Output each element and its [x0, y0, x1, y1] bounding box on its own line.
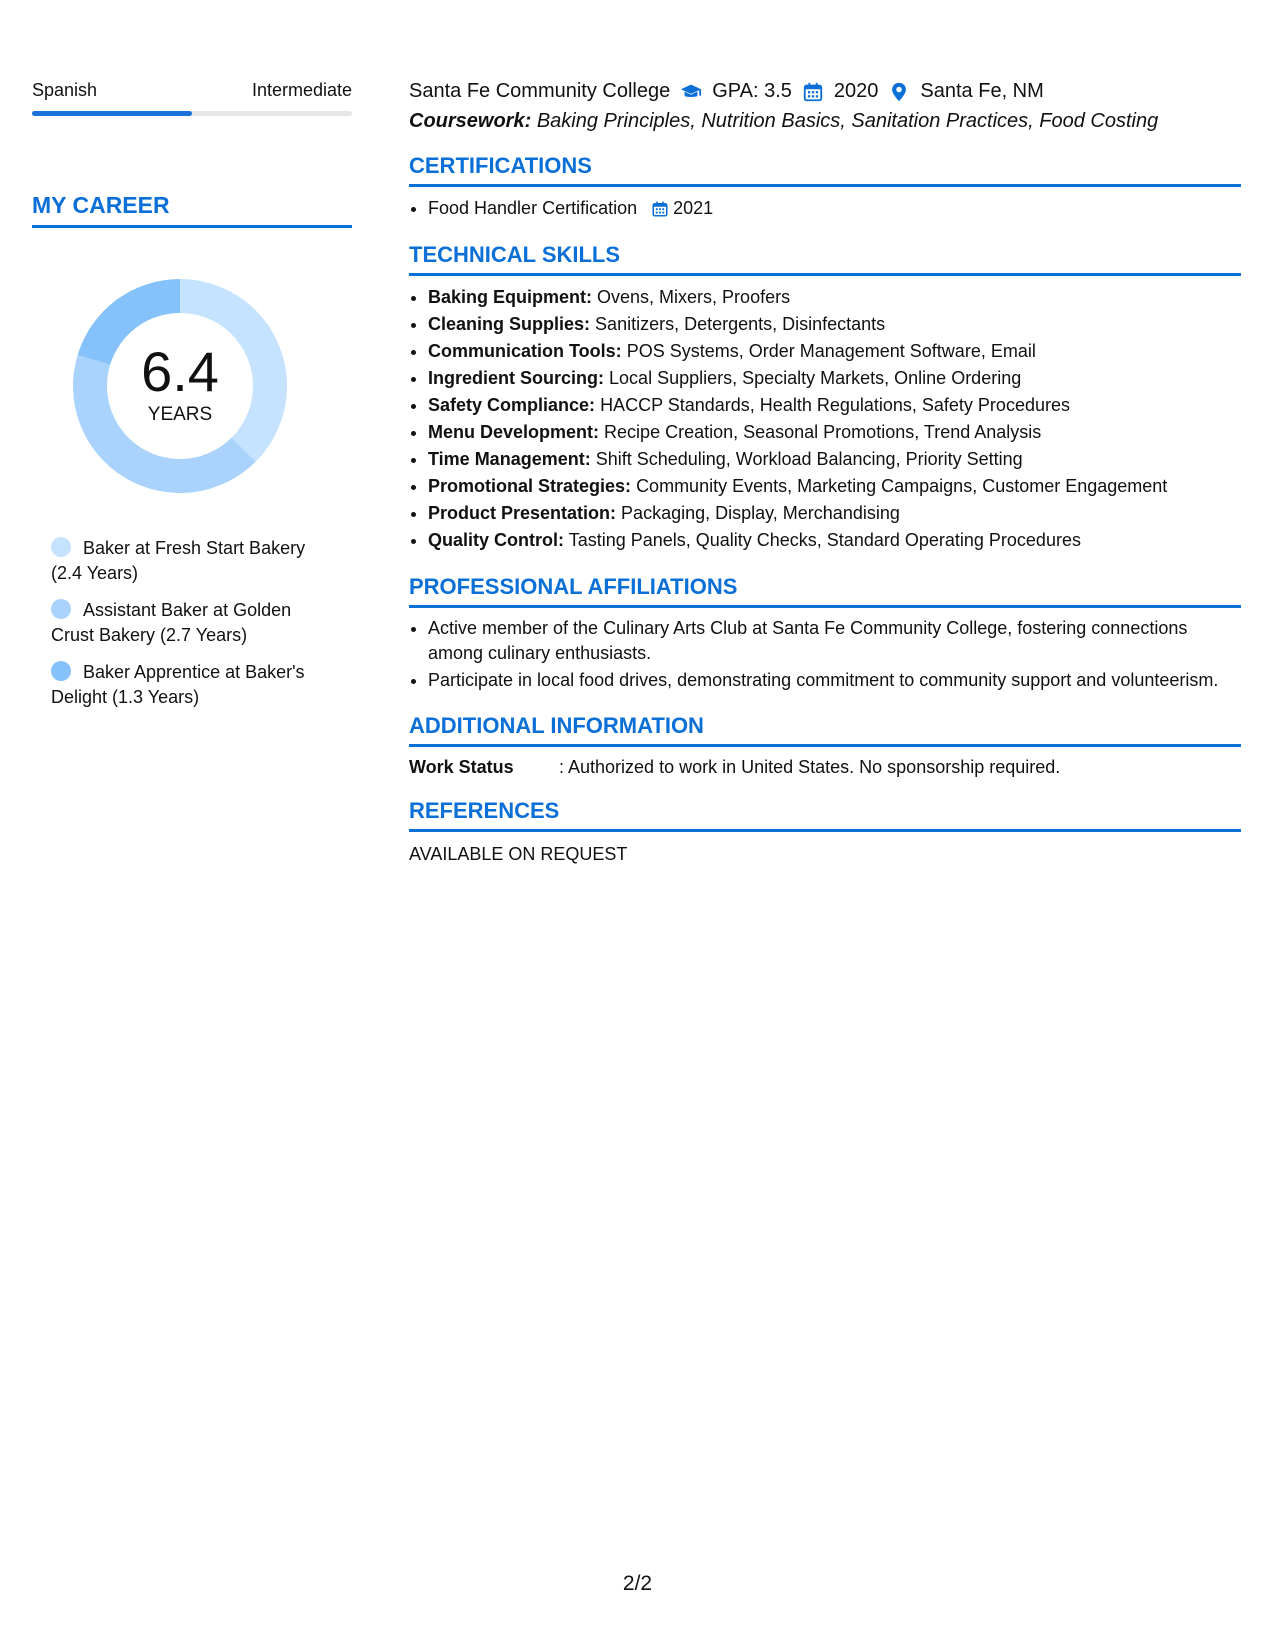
coursework: [409, 110, 1241, 133]
skill-item: [428, 473, 1241, 500]
skill-label: Baking Equipment:: [428, 287, 593, 307]
legend-item: [51, 536, 331, 586]
skill-value: Local Suppliers, Specialty Markets, Online Ordering: [609, 368, 1022, 388]
skill-item: [428, 365, 1241, 392]
skill-label: Ingredient Sourcing:: [428, 368, 605, 388]
career-legend: [51, 536, 331, 710]
technical-skills-list: [409, 284, 1241, 554]
gpa: GPA: 3.5: [712, 80, 792, 102]
graduation-cap-icon: [680, 81, 702, 103]
legend-label: Assistant Baker at Golden Crust Bakery (2.7 Years): [51, 600, 292, 645]
coursework-list: Baking Principles, Nutrition Basics, Sanitation Practices, Food Costing: [536, 110, 1159, 132]
skill-value: Tasting Panels, Quality Checks, Standard Operating Procedures: [568, 530, 1081, 550]
language-level: Intermediate: [251, 80, 352, 100]
references-text: AVAILABLE ON REQUEST: [409, 844, 628, 864]
education-location: Santa Fe, NM: [920, 80, 1044, 102]
legend-item: [51, 660, 331, 710]
additional-info-heading: ADDITIONAL INFORMATION: [409, 713, 1241, 747]
skill-label: Cleaning Supplies:: [428, 314, 591, 334]
skill-item: [428, 284, 1241, 311]
skill-value: HACCP Standards, Health Regulations, Safety Procedures: [600, 395, 1070, 415]
skill-label: Product Presentation:: [428, 503, 617, 523]
legend-dot: [51, 599, 71, 619]
skill-value: Ovens, Mixers, Proofers: [597, 287, 791, 307]
career-heading: MY CAREER: [32, 192, 352, 228]
sidebar: [32, 80, 352, 722]
career-donut-chart: [66, 272, 294, 500]
skill-item: [428, 527, 1241, 554]
certifications-list: [409, 195, 1241, 222]
references-heading: REFERENCES: [409, 798, 1241, 832]
map-pin-icon: [888, 81, 910, 103]
language-row: [32, 80, 352, 101]
coursework-label: Coursework:: [409, 110, 532, 132]
skill-value: Shift Scheduling, Workload Balancing, Priority Setting: [595, 449, 1023, 469]
skill-label: Quality Control:: [428, 530, 564, 550]
legend-dot: [51, 661, 71, 681]
certification-item: [428, 195, 1241, 222]
affiliations-heading: PROFESSIONAL AFFILIATIONS: [409, 574, 1241, 608]
skill-item: [428, 500, 1241, 527]
affiliation-item: • Active member of the Culinary Arts Club at Santa Fe Community College, fostering connections among culinary enthusiasts.: [428, 616, 1241, 666]
donut-center: [66, 272, 294, 500]
skill-item: [428, 338, 1241, 365]
skill-value: Packaging, Display, Merchandising: [621, 503, 900, 523]
skill-label: Promotional Strategies:: [428, 476, 632, 496]
school-name: Santa Fe Community College: [409, 80, 671, 102]
certifications-heading: CERTIFICATIONS: [409, 153, 1241, 187]
education-year: 2020: [833, 80, 879, 102]
skill-item: [428, 392, 1241, 419]
legend-label: Baker at Fresh Start Bakery (2.4 Years): [51, 538, 306, 583]
career-total-years: 6.4: [141, 340, 219, 403]
legend-label: Baker Apprentice at Baker's Delight (1.3 Years): [51, 662, 305, 707]
legend-item: [51, 598, 331, 648]
skill-item: [428, 311, 1241, 338]
calendar-icon: [802, 81, 824, 103]
page-number: 2/2: [622, 1572, 653, 1595]
skill-value: Recipe Creation, Seasonal Promotions, Trend Analysis: [604, 422, 1042, 442]
main-column: [409, 80, 1241, 865]
language-proficiency-fill: [32, 111, 192, 116]
affiliation-item: • Participate in local food drives, demonstrating commitment to community support and volunteerism.: [428, 668, 1241, 693]
skill-label: Communication Tools:: [428, 341, 622, 361]
technical-skills-heading: TECHNICAL SKILLS: [409, 242, 1241, 276]
skill-value: Sanitizers, Detergents, Disinfectants: [595, 314, 886, 334]
calendar-icon: [651, 200, 669, 218]
education-line: [409, 80, 1241, 103]
legend-dot: [51, 537, 71, 557]
certification-year: 2021: [673, 198, 714, 218]
skill-value: POS Systems, Order Management Software, Email: [626, 341, 1036, 361]
skill-label: Time Management:: [428, 449, 591, 469]
language-proficiency-bar: [32, 111, 352, 116]
skill-label: Safety Compliance:: [428, 395, 596, 415]
work-status-value: : Authorized to work in United States. No sponsorship required.: [559, 757, 1061, 777]
affiliations-list: [409, 616, 1241, 693]
skill-item: [428, 446, 1241, 473]
work-status-row: [409, 757, 1241, 778]
skill-label: Menu Development:: [428, 422, 600, 442]
skill-item: [428, 419, 1241, 446]
skill-value: Community Events, Marketing Campaigns, Customer Engagement: [636, 476, 1168, 496]
language-name: Spanish: [32, 80, 98, 100]
career-total-unit: YEARS: [147, 404, 213, 425]
certification-name: • Food Handler Certification: [428, 198, 638, 218]
work-status-label: Work Status: [409, 757, 514, 777]
